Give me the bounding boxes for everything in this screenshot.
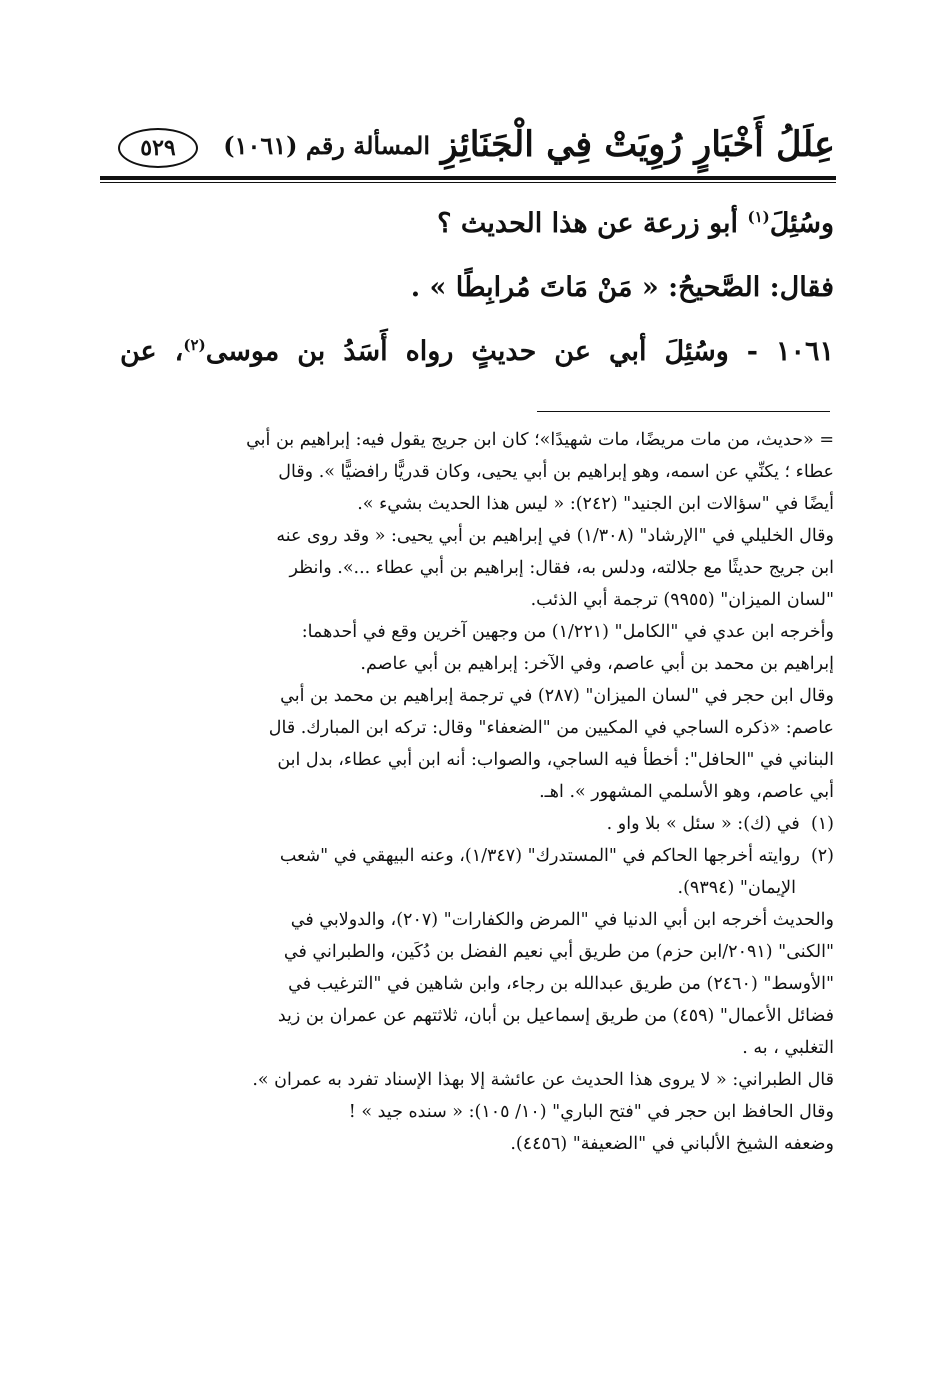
fn-line: الإيمان" (٩٣٩٤). — [677, 878, 796, 898]
header-rule-thin — [100, 182, 836, 183]
footnote-ref-1: (١) — [747, 208, 770, 226]
fn-line: البناني في "الحافل": أخطأ فيه الساجي، والصواب: أنه ابن أبي عطاء، بدل ابن — [277, 750, 834, 770]
line1-start: وسُئِلَ — [769, 208, 834, 239]
fn-line: قال الطبراني: « لا يروى هذا الحديث عن عائشة إلا بهذا الإسناد تفرد به عمران ». — [252, 1070, 834, 1090]
fn-line: عطاء ؛ يكنِّي عن اسمه، وهو إبراهيم بن أبي يحيى، وكان قدريًّا رافضيًّا ». وقال — [278, 462, 834, 482]
fn-line: عاصم: «ذكره الساجي في المكيين من "الضعفاء" وقال: تركه ابن المبارك. قال — [268, 718, 834, 738]
line3-start: ١٠٦١ - وسُئِلَ أبي عن حديثٍ رواه أَسَدُ بن موسى — [205, 336, 835, 367]
fn-line: أيضًا في "سؤالات ابن الجنيد" (٢٤٢): « ليس هذا الحديث بشيء ». — [357, 494, 834, 514]
fn-line: التغلبي ، به . — [742, 1038, 834, 1058]
fn-line: وقال الخليلي في "الإرشاد" (١/٣٠٨) في إبراهيم بن أبي يحيى: « وقد روى عنه — [276, 526, 834, 546]
main-line-3 — [120, 336, 834, 367]
footnote-2 — [118, 844, 834, 876]
page-header — [100, 118, 835, 174]
footnote-ref-2: (٢) — [183, 336, 206, 354]
footnote-1-text: في (ك): « سئل » بلا واو . — [606, 814, 800, 834]
issue-label: المسألة رقم (١٠٦١) — [223, 131, 430, 160]
footnotes — [118, 428, 834, 1164]
fn-line: فضائل الأعمال" (٤٥٩) من طريق إسماعيل بن أبان، ثلاثتهم عن عمران بن زيد — [277, 1006, 834, 1026]
fn-line: = «حديث، من مات مريضًا، مات شهيدًا»؛ كان ابن جريج يقول فيه: إبراهيم بن أبي — [246, 430, 834, 450]
fn-line: وأخرجه ابن عدي في "الكامل" (١/٢٢١) من وجهين آخرين وقع في أحدهما: — [301, 622, 834, 642]
book-title: عِلَلُ أَخْبَارٍ رُوِيَتْ فِي الْجَنَائِزِ — [440, 124, 835, 165]
fn-line: إبراهيم بن محمد بن أبي عاصم، وفي الآخر: إبراهيم بن أبي عاصم. — [360, 654, 834, 674]
line1-end: أبو زرعة عن هذا الحديث ؟ — [437, 208, 748, 239]
fn-line: وقال ابن حجر في "لسان الميزان" (٢٨٧) في ترجمة إبراهيم بن محمد بن أبي — [280, 686, 834, 706]
fn-line: "الكنى" (٢٠٩١/ابن حزم) من طريق أبي نعيم الفضل بن دُكَين، والطبراني في — [283, 942, 834, 962]
page-number-badge: ٥٢٩ — [118, 128, 198, 168]
footnote-2-text: روايته أخرجها الحاكم في "المستدرك" (١/٣٤٧)، وعنه البيهقي في "شعب — [279, 846, 800, 866]
fn-line: "لسان الميزان" (٩٩٥٥) ترجمة أبي الذئب. — [530, 590, 834, 610]
fn-line: والحديث أخرجه ابن أبي الدنيا في "المرض والكفارات" (٢٠٧)، والدولابي في — [290, 910, 834, 930]
footnote-1-number: (١) — [810, 814, 834, 834]
fn-line: أبي عاصم، وهو الأسلمي المشهور ». اهـ. — [539, 782, 834, 802]
fn-line: وضعفه الشيخ الألباني في "الضعيفة" (٤٤٥٦). — [510, 1134, 834, 1154]
footnote-separator — [537, 411, 830, 412]
fn-line: وقال الحافظ ابن حجر في "فتح الباري" (١٠/ ١٠٥): « سنده جيد » ! — [348, 1102, 834, 1122]
fn-line: "الأوسط" (٢٤٦٠) من طريق عبدالله بن رجاء، وابن شاهين في "الترغيب في — [288, 974, 834, 994]
footnote-2-number: (٢) — [810, 846, 834, 866]
header-rule-thick — [100, 176, 836, 180]
fn-line: ابن جريج حديثًا مع جلالته، ودلس به، فقال: إبراهيم بن أبي عطاء ...». وانظر — [289, 558, 834, 578]
footnote-1 — [118, 812, 834, 844]
line3-end: ، عن — [120, 336, 184, 367]
main-line-2: فقال: الصَّحيحُ: « مَنْ مَاتَ مُرابِطًا » . — [410, 272, 834, 303]
main-line-1 — [437, 208, 834, 239]
